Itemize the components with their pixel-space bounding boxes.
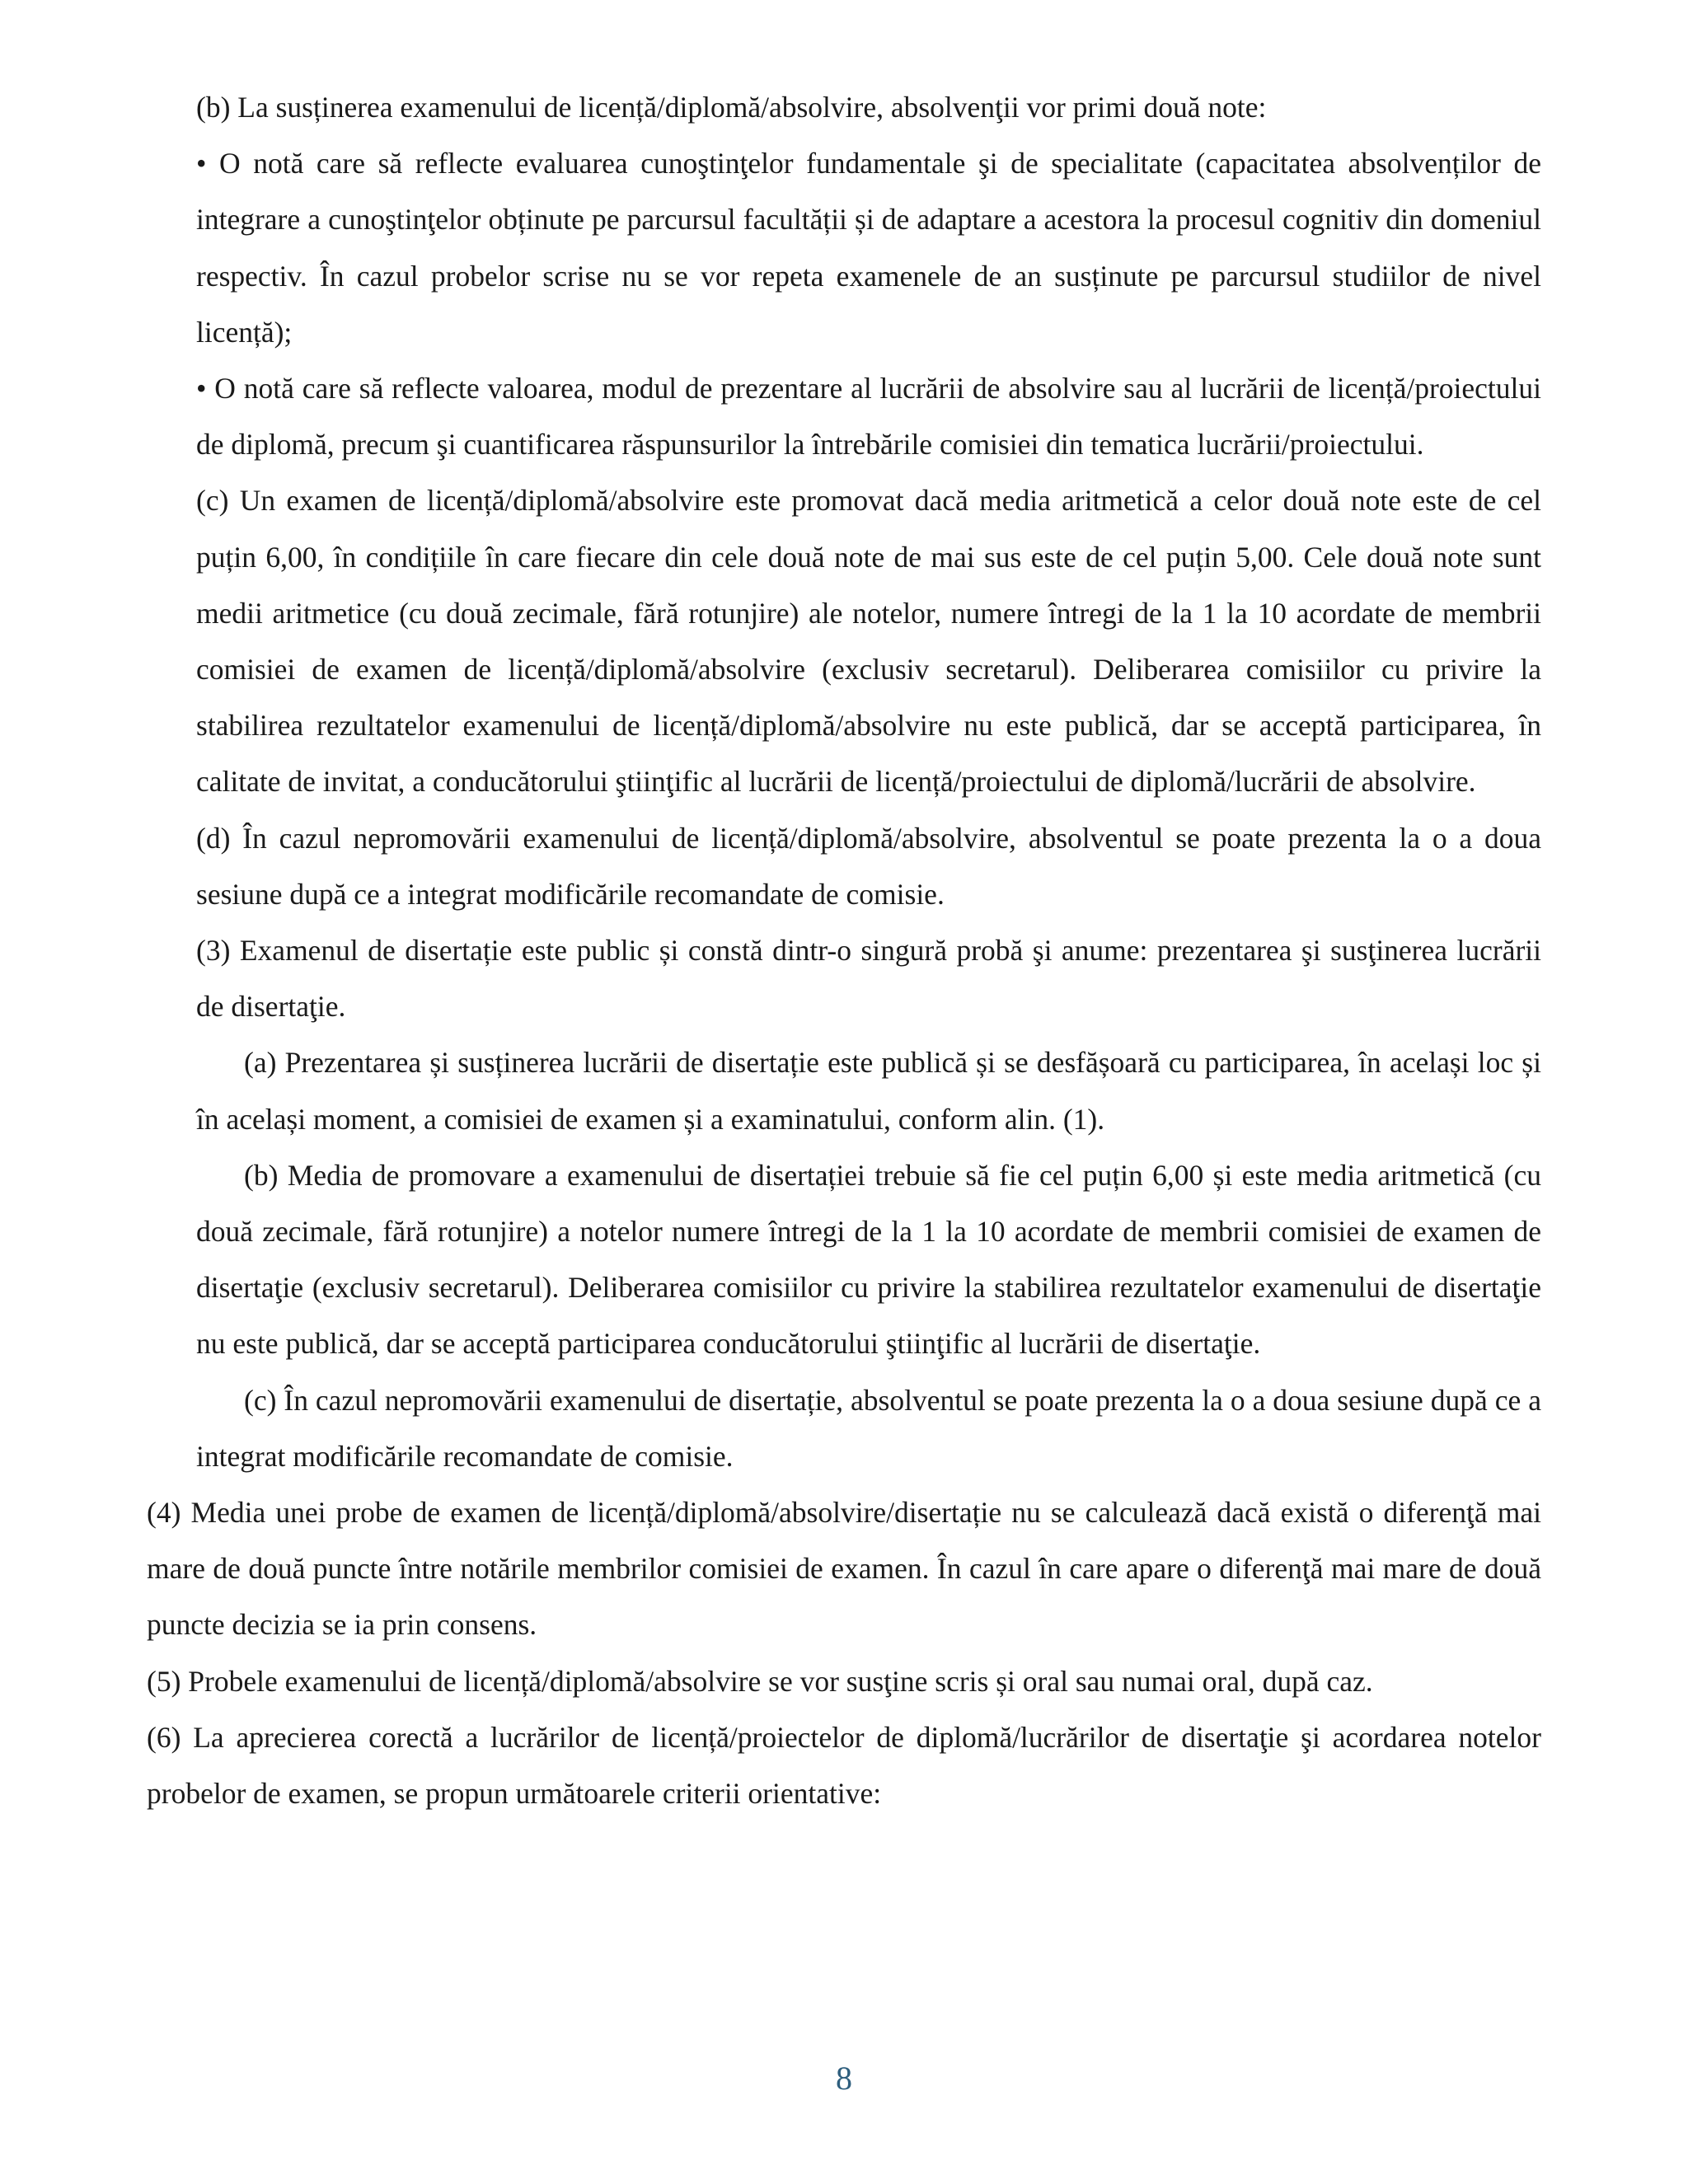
bullet-fundamental-knowledge: • O notă care să reflecte evaluarea cunoştinţelor fundamentale şi de specialitate (capacitatea absolvenților de integrare a cunoştinţelor obținute pe parcursul facultății și de adaptare a acestora la procesul cognitiv din domeniul respectiv. În cazul probelor scrise nu se vor repeta examenele de an susținute pe parcursul studiilor de nivel licență);: [196, 147, 1541, 349]
paragraph-6-criteria: (6) La aprecierea corectă a lucrărilor de licență/proiectelor de diplomă/lucrărilor de disertaţie şi acordarea notelor probelor de examen, se propun următoarele criterii orientative:: [147, 1720, 1541, 1811]
paragraph-3a-presentation: (a) Prezentarea și susținerea lucrării de disertație este publică și se desfășoară cu participarea, în același loc și în același moment, a comisiei de examen și a examinatului, conform alin. (1).: [196, 1046, 1541, 1136]
paragraph-d-failure: (d) În cazul nepromovării examenului de licență/diplomă/absolvire, absolventul se poate prezenta la o a doua sesiune după ce a integrat modificările recomandate de comisie.: [196, 821, 1541, 911]
paragraph-b-two-grades: (b) La susținerea examenului de licență/diplomă/absolvire, absolvenţii vor primi două note:: [196, 91, 1267, 124]
paragraph-3b-average: (b) Media de promovare a examenului de disertației trebuie să fie cel puțin 6,00 și este media aritmetică (cu două zecimale, fără rotunjire) a notelor numere întregi de la 1 la 10 acordate de membrii comisiei de examen de disertaţie (exclusiv secretarul). Deliberarea comisiilor cu privire la stabilirea rezultatelor examenului de disertaţie nu este publică, dar se acceptă participarea conducătorului ştiinţific al lucrării de disertaţie.: [196, 1158, 1541, 1361]
paragraph-3-dissertation-exam: (3) Examenul de disertație este public și constă dintr-o singură probă şi anume: prezentarea şi susţinerea lucrării de disertaţie.: [196, 934, 1541, 1024]
page-number: 8: [836, 2060, 852, 2097]
paragraph-c-promotion: (c) Un examen de licență/diplomă/absolvire este promovat dacă media aritmetică a celor două note este de cel puțin 6,00, în condițiile în care fiecare din cele două note de mai sus este de cel puțin 5,00. Cele două note sunt medii aritmetice (cu două zecimale, fără rotunjire) ale notelor, numere întregi de la 1 la 10 acordate de membrii comisiei de examen de licență/diplomă/absolvire (exclusiv secretarul). Deliberarea comisiilor cu privire la stabilirea rezultatelor examenului de licență/diplomă/absolvire nu este publică, dar se acceptă participarea, în calitate de invitat, a conducătorului ştiinţific al lucrării de licență/proiectului de diplomă/lucrării de absolvire.: [196, 484, 1541, 799]
bullet-thesis-value: • O notă care să reflecte valoarea, modul de prezentare al lucrării de absolvire sau al lucrării de licență/proiectului de diplomă, precum şi cuantificarea răspunsurilor la întrebările comisiei din tematica lucrării/proiectului.: [196, 372, 1541, 462]
paragraph-4-difference: (4) Media unei probe de examen de licență/diplomă/absolvire/disertație nu se calculează dacă există o diferenţă mai mare de două puncte între notările membrilor comisiei de examen. În cazul în care apare o diferenţă mai mare de două puncte decizia se ia prin consens.: [147, 1496, 1541, 1642]
body-text: [147, 79, 1541, 1821]
paragraph-3c-failure: (c) În cazul nepromovării examenului de disertație, absolventul se poate prezenta la o a doua sesiune după ce a integrat modificările recomandate de comisie.: [196, 1383, 1541, 1473]
paragraph-5-exam-format: (5) Probele examenului de licență/diplomă/absolvire se vor susţine scris și oral sau numai oral, după caz.: [147, 1664, 1373, 1698]
